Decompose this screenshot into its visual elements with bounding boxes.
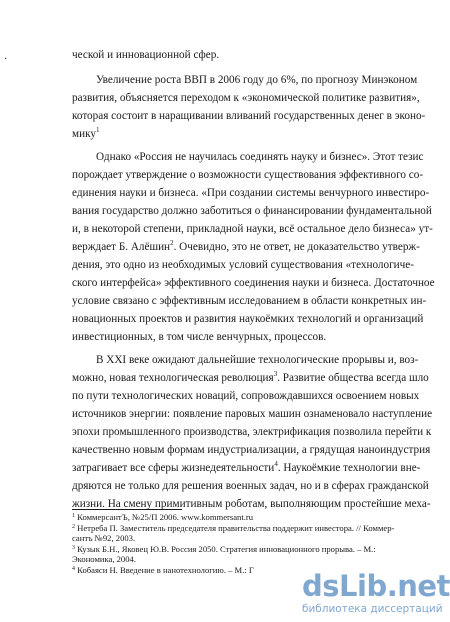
- footnote-text: КоммерсантЪ, №25/П 2006. www.kommersant.ru: [77, 512, 254, 522]
- text-line: [72, 369, 429, 387]
- footnote: [72, 544, 414, 554]
- footnote-number: 1: [72, 513, 75, 519]
- text-line: новационных проектов и развития наукоёмких технологий и организаций: [72, 313, 424, 325]
- footnote-number: 4: [72, 566, 75, 572]
- text-fragment: можно, новая технологическая революция: [72, 372, 274, 384]
- text-line: ского интерфейса» эффективного соединения науки и бизнеса. Достаточное: [72, 277, 435, 289]
- footnote-text: Экономика, 2004.: [72, 554, 136, 564]
- footnote-separator: [72, 509, 182, 510]
- text-line: дряются не только для решения военных задач, но и в сферах гражданской: [72, 480, 429, 492]
- text-fragment: . Развитие общества всегда шло: [277, 372, 429, 384]
- text-line: единения науки и бизнеса. «При создании системы венчурного инвестиро-: [72, 187, 430, 199]
- watermark-logo: dsLib.net: [302, 569, 450, 603]
- text-line: которая состоит в наращивании вливаний государственных денег в эконо-: [72, 110, 426, 122]
- text-line: жизни. На смену примитивным роботам, выполняющим простейшие меха-: [72, 498, 431, 510]
- text-line: [72, 125, 414, 143]
- text-line: порождает утверждение о возможности существования эффективного со-: [72, 169, 424, 181]
- watermark-subtitle: библиотека диссертаций: [302, 603, 443, 615]
- text-fragment: верждает Б. Алёшин: [72, 241, 171, 253]
- text-line: качественно новым формам индустриализации, а грядущая наноиндустрия: [72, 444, 431, 456]
- text-line: и, в некоторой степени, прикладной науки, всё остальное дело бизнеса» ут-: [72, 223, 433, 235]
- text-line: дения, это одно из необходимых условий существования «технологиче-: [72, 259, 414, 271]
- text-line: вания государство должно заботиться о финансировании фундаментальной: [72, 205, 432, 217]
- footnote-text: сантъ №92, 2003.: [72, 533, 136, 543]
- text-fragment: мику: [72, 128, 96, 140]
- text-line: развития, объясняется переходом к «экономической политике развития»,: [72, 92, 420, 104]
- footnote-ref: 1: [95, 126, 100, 134]
- footnote: [72, 523, 414, 533]
- text-fragment: затрагивает все сферы жизнедеятельности: [72, 462, 275, 474]
- page-mark: ·: [4, 54, 8, 65]
- watermark: [302, 570, 450, 622]
- footnote-number: 2: [72, 524, 75, 530]
- text-line: Увеличение роста ВВП в 2006 году до 6%, по прогнозу Минэконом: [96, 74, 418, 86]
- text-line: [72, 459, 421, 477]
- footnote-ref: 4: [274, 460, 278, 468]
- footnote-number: 3: [72, 545, 75, 551]
- text-line: Однако «Россия не научилась соединять науку и бизнес». Этот тезис: [96, 151, 424, 163]
- text-fragment: . Наукоёмкие технологии вне-: [277, 462, 421, 474]
- text-fragment: . Очевидно, это не ответ, не доказательство утверж-: [173, 241, 420, 253]
- footnote-continuation: [72, 554, 414, 564]
- footnote-text: Нетреба П. Заместитель председателя правительства поддержит инвестора. // Коммер-: [77, 523, 395, 533]
- footnote-ref: 2: [170, 239, 174, 247]
- text-line: по пути технологических новаций, сопровождавшихся освоением новых: [72, 390, 420, 402]
- text-line: условие связано с эффективным исследованием в области конкретных ин-: [72, 295, 427, 307]
- text-line: эпохи промышленного производства, электрификация позволила перейти к: [72, 426, 432, 438]
- text-line: [72, 238, 420, 256]
- footnote-ref: 3: [273, 370, 278, 378]
- text-line: инвестиционных, в том числе венчурных, процессов.: [72, 331, 327, 343]
- footnote-continuation: [72, 533, 414, 543]
- text-line: В XXI веке ожидают дальнейшие технологические прорывы и, воз-: [96, 354, 419, 366]
- text-line: источников энергии: появление паровых машин ознаменовало наступление: [72, 408, 433, 420]
- text-line: ческой и инновационной сфер.: [72, 49, 220, 61]
- footnote-text: Кобаяси Н. Введение в нанотехнологию. – М.: Г: [77, 565, 254, 575]
- footnote: [72, 512, 414, 522]
- footnote-text: Кузык Б.Н., Яковец Ю.В. Россия 2050. Стратегия инновационного прорыва. – М.:: [77, 544, 376, 554]
